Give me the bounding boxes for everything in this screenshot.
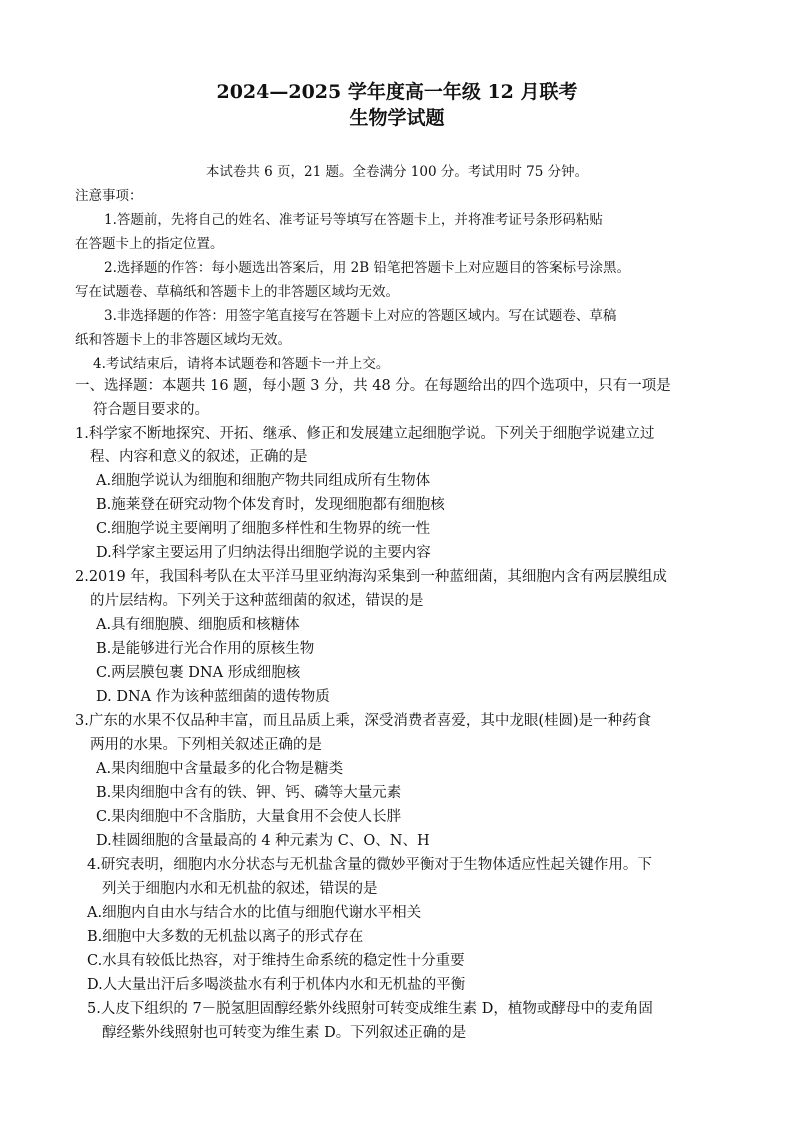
question-4-option-b: B.细胞中大多数的无机盐以离子的形式存在 — [87, 929, 364, 945]
question-5-stem: 5.人皮下组织的 7－脱氢胆固醇经紫外线照射可转变成维生素 D，植物或酵母中的麦角固 — [87, 1001, 653, 1017]
question-1-option-d: D.科学家主要运用了归纳法得出细胞学说的主要内容 — [96, 545, 431, 561]
exam-info: 本试卷共 6 页，21 题。全卷满分 100 分。考试用时 75 分钟。 — [205, 164, 589, 180]
notes-line: 4.考试结束后，请将本试题卷和答题卡一并上交。 — [93, 356, 390, 372]
question-4-option-d: D.人大量出汗后多喝淡盐水有利于机体内水和无机盐的平衡 — [87, 977, 466, 993]
question-1-option-a: A.细胞学说认为细胞和细胞产物共同组成所有生物体 — [96, 473, 431, 489]
question-2-option-c: C.两层膜包裹 DNA 形成细胞核 — [96, 665, 301, 681]
question-3-stem: 3.广东的水果不仅品种丰富，而且品质上乘，深受消费者喜爱，其中龙眼(桂圆)是一种药食 — [75, 713, 652, 729]
question-4-option-c: C.水具有较低比热容，对于维持生命系统的稳定性十分重要 — [87, 953, 465, 969]
question-3-option-d: D.桂圆细胞的含量最高的 4 种元素为 C、O、N、H — [96, 833, 430, 849]
question-2-option-b: B.是能够进行光合作用的原核生物 — [96, 641, 315, 657]
notes-line: 在答题卡上的指定位置。 — [75, 236, 224, 252]
question-1-stem: 1.科学家不断地探究、开拓、继承、修正和发展建立起细胞学说。下列关于细胞学说建立过 — [75, 426, 655, 442]
question-3-option-b: B.果肉细胞中含有的铁、钾、钙、磷等大量元素 — [96, 785, 402, 801]
notes-line: 3.非选择题的作答：用签字笔直接写在答题卡上对应的答题区域内。写在试题卷、草稿 — [104, 308, 617, 324]
question-3-stem-cont: 两用的水果。下列相关叙述正确的是 — [90, 737, 322, 753]
notes-line: 纸和答题卡上的非答题区域均无效。 — [75, 332, 291, 348]
notes-line: 写在试题卷、草稿纸和答题卡上的非答题区域均无效。 — [75, 284, 399, 300]
question-2-option-d: D. DNA 作为该种蓝细菌的遗传物质 — [96, 689, 330, 705]
question-2-stem-cont: 的片层结构。下列关于这种蓝细菌的叙述，错误的是 — [90, 593, 424, 609]
notes-line: 2.选择题的作答：每小题选出答案后，用 2B 铅笔把答题卡上对应题目的答案标号涂黑。 — [104, 260, 630, 276]
exam-subtitle: 生物学试题 — [349, 107, 445, 129]
question-4-stem: 4.研究表明，细胞内水分状态与无机盐含量的微妙平衡对于生物体适应性起关键作用。下 — [87, 857, 652, 873]
question-5-stem-cont: 醇经紫外线照射也可转变为维生素 D。下列叙述正确的是 — [102, 1025, 467, 1041]
exam-title: 2024—2025 学年度高一年级 12 月联考 — [216, 81, 578, 103]
question-2-stem: 2.2019 年，我国科考队在太平洋马里亚纳海沟采集到一种蓝细菌，其细胞内含有两层膜组成 — [75, 569, 667, 585]
section-heading-cont: 符合题目要求的。 — [93, 402, 209, 418]
question-3-option-c: C.果肉细胞中不含脂肪，大量食用不会使人长胖 — [96, 809, 402, 825]
question-3-option-a: A.果肉细胞中含量最多的化合物是糖类 — [96, 761, 344, 777]
question-1-stem-cont: 程、内容和意义的叙述，正确的是 — [90, 449, 308, 465]
question-4-option-a: A.细胞内自由水与结合水的比值与细胞代谢水平相关 — [87, 905, 422, 921]
notes-heading: 注意事项： — [75, 188, 143, 204]
notes-line: 1.答题前，先将自己的姓名、准考证号等填写在答题卡上，并将准考证号条形码粘贴 — [104, 212, 603, 228]
question-1-option-c: C.细胞学说主要阐明了细胞多样性和生物界的统一性 — [96, 521, 431, 537]
question-2-option-a: A.具有细胞膜、细胞质和核糖体 — [96, 617, 300, 633]
section-heading: 一、选择题：本题共 16 题，每小题 3 分，共 48 分。在每题给出的四个选项中，只有一项是 — [75, 378, 671, 394]
question-1-option-b: B.施莱登在研究动物个体发育时，发现细胞都有细胞核 — [96, 497, 445, 513]
question-4-stem-cont: 列关于细胞内水和无机盐的叙述，错误的是 — [102, 881, 378, 897]
